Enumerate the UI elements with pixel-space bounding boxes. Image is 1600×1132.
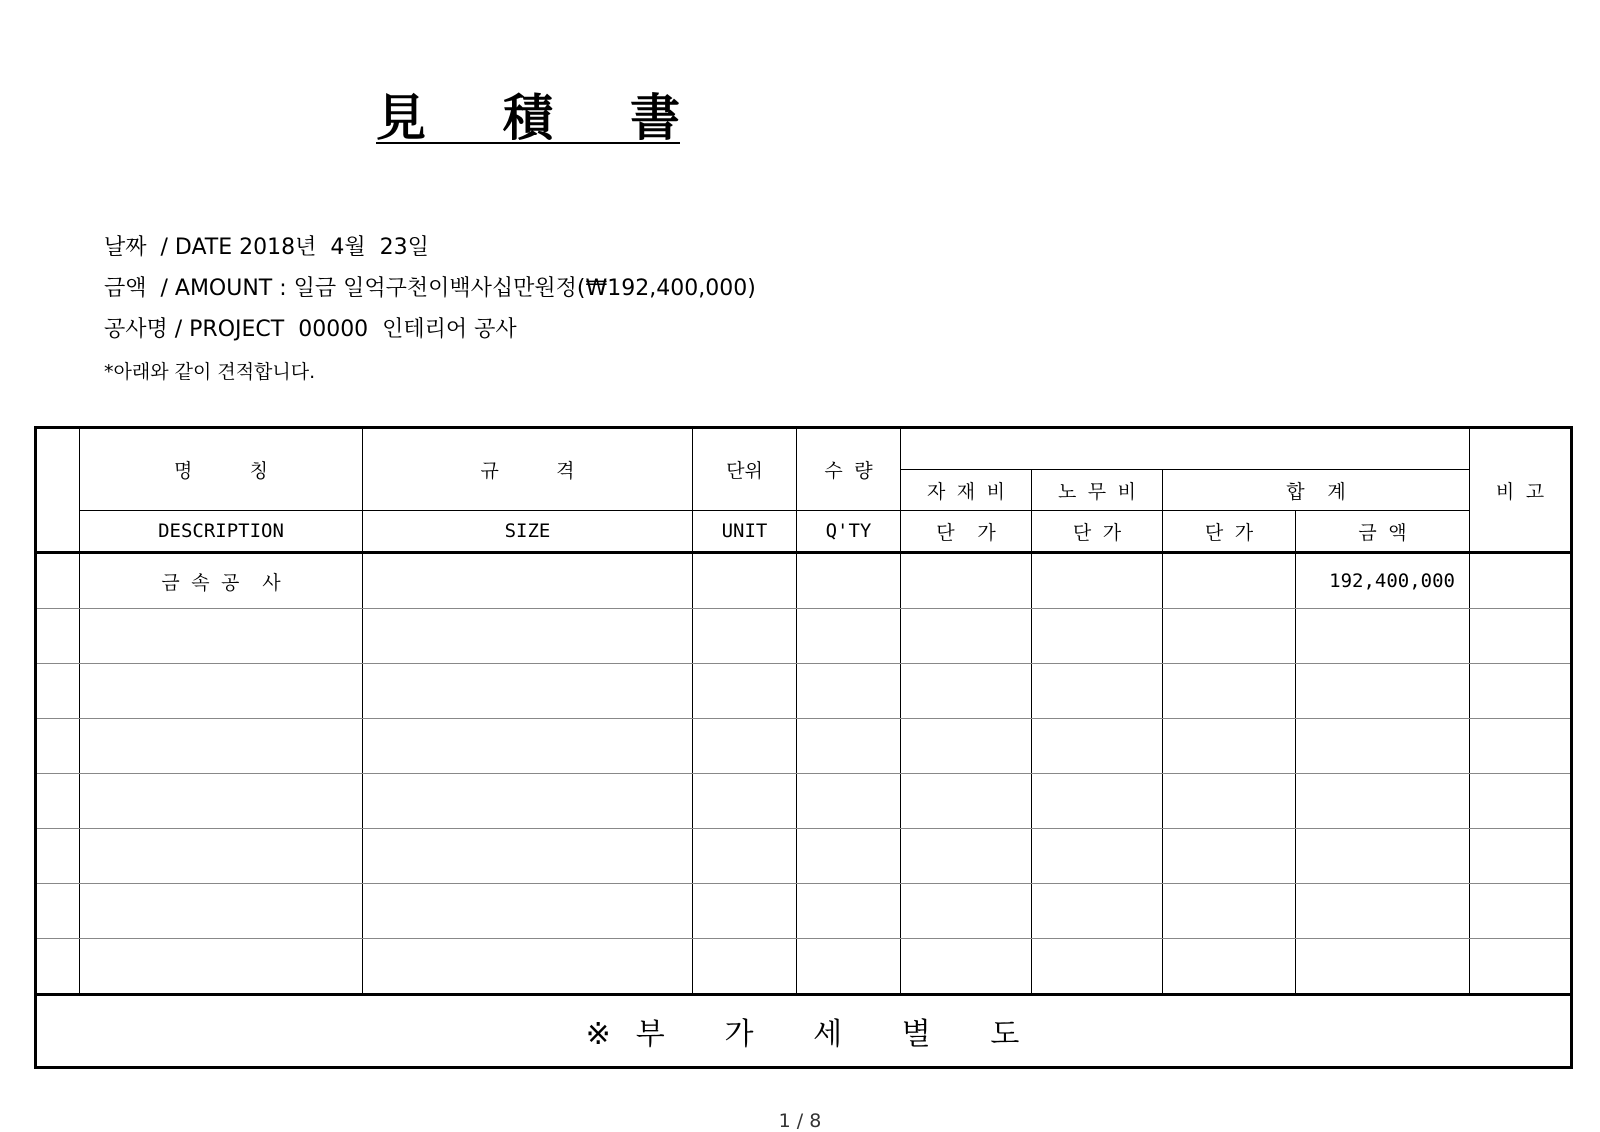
row-unit-price — [1163, 774, 1296, 829]
row-size — [363, 664, 693, 719]
table-row — [36, 664, 1572, 719]
row-qty — [797, 884, 901, 939]
row-name — [80, 719, 363, 774]
row-material — [901, 719, 1032, 774]
row-labor — [1032, 829, 1163, 884]
row-name — [80, 829, 363, 884]
row-index-cell — [36, 829, 80, 884]
row-qty — [797, 609, 901, 664]
row-unit-price — [1163, 664, 1296, 719]
header-name-ko: 명 칭 — [80, 428, 363, 511]
row-material — [901, 774, 1032, 829]
header-total-unit-price: 단 가 — [1163, 511, 1296, 553]
row-unit — [693, 664, 797, 719]
header-remarks: 비 고 — [1470, 428, 1572, 553]
row-amount — [1296, 884, 1470, 939]
row-index-cell — [36, 774, 80, 829]
row-qty — [797, 829, 901, 884]
row-material — [901, 609, 1032, 664]
row-labor — [1032, 553, 1163, 609]
row-material — [901, 553, 1032, 609]
row-index-cell — [36, 664, 80, 719]
header-labor: 노 무 비 — [1032, 470, 1163, 511]
table-row — [36, 939, 1572, 995]
row-material — [901, 939, 1032, 995]
row-unit-price — [1163, 719, 1296, 774]
row-size — [363, 884, 693, 939]
row-unit — [693, 884, 797, 939]
row-material — [901, 664, 1032, 719]
row-unit — [693, 553, 797, 609]
row-unit-price — [1163, 939, 1296, 995]
row-unit-price — [1163, 553, 1296, 609]
row-remarks — [1470, 719, 1572, 774]
header-cost-group — [901, 428, 1470, 470]
row-size — [363, 609, 693, 664]
header-row-1 — [36, 428, 1572, 470]
date-line: 날짜 / DATE 2018년 4월 23일 — [104, 235, 429, 260]
header-description: DESCRIPTION — [80, 511, 363, 553]
row-labor — [1032, 664, 1163, 719]
row-index-cell — [36, 939, 80, 995]
row-remarks — [1470, 829, 1572, 884]
row-size — [363, 553, 693, 609]
title-char-3: 書 — [630, 88, 680, 147]
row-name — [80, 774, 363, 829]
title-char-1: 見 — [376, 88, 426, 147]
row-material — [901, 884, 1032, 939]
row-amount — [1296, 609, 1470, 664]
row-unit — [693, 609, 797, 664]
header-total-amount: 금 액 — [1296, 511, 1470, 553]
row-remarks — [1470, 553, 1572, 609]
amount-line: 금액 / AMOUNT : 일금 일억구천이백사십만원정(₩192,400,000) — [104, 276, 756, 301]
row-remarks — [1470, 774, 1572, 829]
row-qty — [797, 553, 901, 609]
table-row — [36, 609, 1572, 664]
row-amount — [1296, 939, 1470, 995]
header-size: SIZE — [363, 511, 693, 553]
row-amount — [1296, 774, 1470, 829]
row-labor — [1032, 939, 1163, 995]
row-unit — [693, 829, 797, 884]
row-index-cell — [36, 609, 80, 664]
row-unit — [693, 719, 797, 774]
row-unit — [693, 939, 797, 995]
row-size — [363, 829, 693, 884]
row-name — [80, 664, 363, 719]
row-name — [80, 884, 363, 939]
row-name: 금 속 공 사 — [80, 553, 363, 609]
row-amount: 192,400,000 — [1296, 553, 1470, 609]
table-row — [36, 719, 1572, 774]
table-row — [36, 884, 1572, 939]
header-unit: UNIT — [693, 511, 797, 553]
table-row — [36, 829, 1572, 884]
header-qty: Q'TY — [797, 511, 901, 553]
row-labor — [1032, 719, 1163, 774]
title-char-2: 積 — [503, 88, 553, 147]
row-name — [80, 939, 363, 995]
header-total: 합 계 — [1163, 470, 1470, 511]
header-material-unit-price: 단 가 — [901, 511, 1032, 553]
row-labor — [1032, 609, 1163, 664]
row-size — [363, 774, 693, 829]
header-row-3 — [36, 511, 1572, 553]
row-labor — [1032, 774, 1163, 829]
page-number: 1 / 8 — [778, 1110, 822, 1132]
document-title — [376, 86, 680, 147]
row-amount — [1296, 664, 1470, 719]
row-qty — [797, 719, 901, 774]
header-unit-ko: 단위 — [693, 428, 797, 511]
header-qty-ko: 수 량 — [797, 428, 901, 511]
row-qty — [797, 939, 901, 995]
row-unit-price — [1163, 884, 1296, 939]
header-index-cell — [36, 428, 80, 553]
note-line: *아래와 같이 견적합니다. — [104, 361, 316, 383]
row-unit-price — [1163, 609, 1296, 664]
estimate-table — [34, 426, 1573, 1069]
table-row — [36, 553, 1572, 609]
header-spec-ko: 규 격 — [363, 428, 693, 511]
row-remarks — [1470, 939, 1572, 995]
vat-note: ※ 부 가 세 별 도 — [36, 995, 1572, 1068]
row-size — [363, 939, 693, 995]
row-remarks — [1470, 884, 1572, 939]
row-qty — [797, 664, 901, 719]
vat-row — [36, 995, 1572, 1068]
row-qty — [797, 774, 901, 829]
header-material: 자 재 비 — [901, 470, 1032, 511]
row-unit-price — [1163, 829, 1296, 884]
row-size — [363, 719, 693, 774]
row-amount — [1296, 719, 1470, 774]
row-amount — [1296, 829, 1470, 884]
row-name — [80, 609, 363, 664]
table-row — [36, 774, 1572, 829]
row-unit — [693, 774, 797, 829]
row-labor — [1032, 884, 1163, 939]
row-remarks — [1470, 609, 1572, 664]
project-line: 공사명 / PROJECT 00000 인테리어 공사 — [104, 317, 517, 342]
row-remarks — [1470, 664, 1572, 719]
row-index-cell — [36, 719, 80, 774]
row-index-cell — [36, 884, 80, 939]
row-material — [901, 829, 1032, 884]
row-index-cell — [36, 553, 80, 609]
header-labor-unit-price: 단 가 — [1032, 511, 1163, 553]
